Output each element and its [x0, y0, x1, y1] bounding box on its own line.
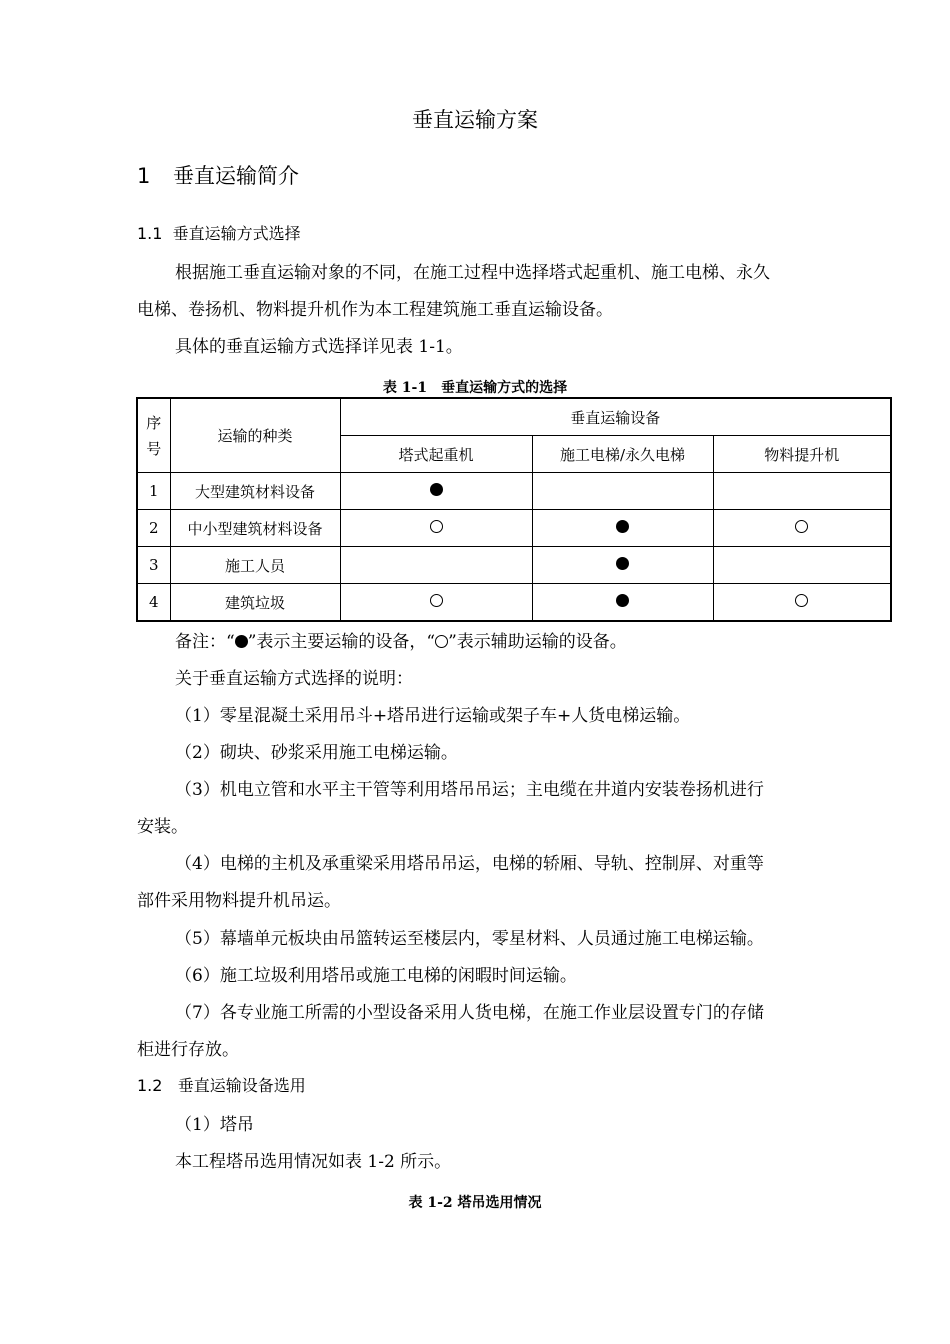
paragraph-1-line-2: 电梯、卷扬机、物料提升机作为本工程建筑施工垂直运输设备。 — [137, 300, 613, 320]
hollow-dot-icon — [430, 594, 443, 607]
row-type: 大型建筑材料设备 — [170, 473, 340, 510]
header-type: 运输的种类 — [170, 398, 340, 473]
header-seq-top: 序 — [146, 413, 162, 432]
note-mid: ”表示主要运输的设备，“ — [247, 632, 436, 652]
filled-dot-icon — [616, 520, 629, 533]
explain-title: 关于垂直运输方式选择的说明： — [175, 669, 413, 689]
table-row — [137, 510, 891, 547]
table-note — [175, 627, 627, 652]
header-seq — [137, 398, 170, 473]
list-item-7-line-1: （7）各专业施工所需的小型设备采用人货电梯，在施工作业层设置专门的存储 — [175, 1003, 764, 1023]
header-seq-bottom: 号 — [146, 439, 162, 458]
section-1-1-number: 1.1 — [137, 224, 163, 243]
section-1-1-heading — [137, 221, 301, 244]
list-item-1: （1）零星混凝土采用吊斗+塔吊进行运输或架子车+人货电梯运输。 — [175, 706, 691, 726]
row-seq: 3 — [137, 547, 170, 584]
list-item-2: （2）砌块、砂浆采用施工电梯运输。 — [175, 743, 458, 763]
hollow-dot-icon — [435, 635, 448, 648]
section-1-heading — [137, 160, 299, 190]
hollow-dot-icon — [795, 520, 808, 533]
list-item-7-line-2: 柜进行存放。 — [137, 1040, 239, 1060]
table-1-2-caption: 表 1-2 塔吊选用情况 — [408, 1195, 542, 1211]
filled-dot-icon — [616, 557, 629, 570]
document-title: 垂直运输方案 — [412, 108, 538, 132]
filled-dot-icon — [235, 635, 248, 648]
row-type: 中小型建筑材料设备 — [170, 510, 340, 547]
row-type: 建筑垃圾 — [170, 584, 340, 622]
note-suffix: ”表示辅助运输的设备。 — [448, 632, 627, 652]
header-tower-crane: 塔式起重机 — [340, 436, 532, 473]
hollow-dot-icon — [795, 594, 808, 607]
mark-cell — [713, 473, 891, 510]
section-1-2-title: 垂直运输设备选用 — [177, 1076, 306, 1095]
mark-cell — [340, 510, 532, 547]
paragraph-2: 具体的垂直运输方式选择详见表 1-1。 — [175, 337, 463, 357]
paragraph-1-line-1: 根据施工垂直运输对象的不同，在施工过程中选择塔式起重机、施工电梯、永久 — [175, 263, 770, 283]
section-1-2-number: 1.2 — [137, 1076, 163, 1095]
mark-cell — [713, 510, 891, 547]
mark-cell — [532, 584, 713, 622]
mark-cell — [713, 547, 891, 584]
header-equipment-group: 垂直运输设备 — [340, 398, 891, 436]
table-row — [137, 547, 891, 584]
section-1-number: 1 — [137, 164, 151, 188]
mark-cell — [340, 584, 532, 622]
filled-dot-icon — [430, 483, 443, 496]
row-seq: 1 — [137, 473, 170, 510]
section-1-title: 垂直运输简介 — [173, 164, 299, 188]
row-seq: 4 — [137, 584, 170, 622]
list-item-4-line-2: 部件采用物料提升机吊运。 — [137, 891, 341, 911]
table-1-1 — [136, 397, 892, 622]
table-row — [137, 584, 891, 622]
table-row — [137, 473, 891, 510]
row-seq: 2 — [137, 510, 170, 547]
header-material-hoist: 物料提升机 — [713, 436, 891, 473]
filled-dot-icon — [616, 594, 629, 607]
section-1-1-title: 垂直运输方式选择 — [172, 224, 301, 243]
mark-cell — [532, 473, 713, 510]
note-prefix: 备注：“ — [175, 632, 235, 652]
mark-cell — [713, 584, 891, 622]
tower-crane-item: （1）塔吊 — [175, 1115, 254, 1135]
tower-crane-paragraph: 本工程塔吊选用情况如表 1-2 所示。 — [175, 1152, 452, 1172]
table-1-1-caption: 表 1-1 垂直运输方式的选择 — [382, 380, 568, 396]
mark-cell — [532, 547, 713, 584]
section-1-2-heading — [137, 1073, 306, 1096]
list-item-6: （6）施工垃圾利用塔吊或施工电梯的闲暇时间运输。 — [175, 966, 577, 986]
list-item-3-line-1: （3）机电立管和水平主干管等利用塔吊吊运；主电缆在井道内安装卷扬机进行 — [175, 780, 764, 800]
mark-cell — [340, 473, 532, 510]
header-construction-elevator: 施工电梯/永久电梯 — [532, 436, 713, 473]
row-type: 施工人员 — [170, 547, 340, 584]
hollow-dot-icon — [430, 520, 443, 533]
list-item-5: （5）幕墙单元板块由吊篮转运至楼层内，零星材料、人员通过施工电梯运输。 — [175, 929, 764, 949]
mark-cell — [532, 510, 713, 547]
mark-cell — [340, 547, 532, 584]
list-item-3-line-2: 安装。 — [137, 817, 188, 837]
list-item-4-line-1: （4）电梯的主机及承重梁采用塔吊吊运，电梯的轿厢、导轨、控制屏、对重等 — [175, 854, 764, 874]
